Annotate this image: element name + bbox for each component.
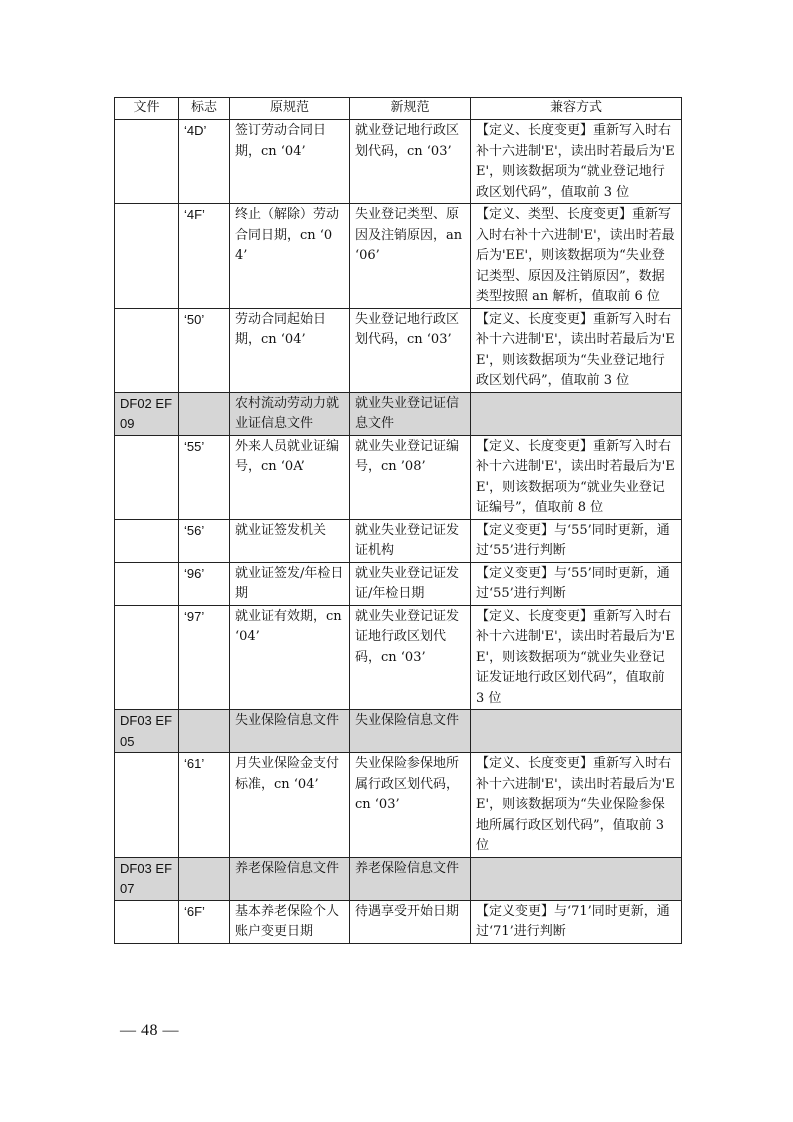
table-row [115,900,682,943]
cell-new-spec: 失业登记类型、原因及注销原因，an ‘06’ [350,204,471,309]
cell-flag: ‘50’ [179,308,230,392]
cell-flag: ‘55’ [179,435,230,519]
cell-new-spec: 失业登记地行政区划代码，cn ‘03’ [350,308,471,392]
cell-new-spec: 就业失业登记证编号，cn ’08’ [350,435,471,519]
table-group-row [115,392,682,435]
header-compat: 兼容方式 [471,98,682,120]
cell-file: DF02 EF09 [115,392,179,435]
header-old-spec: 原规范 [230,98,350,120]
cell-compat [471,710,682,753]
cell-compat: 【定义、长度变更】重新写入时右补十六进制'E'，读出时若最后为'EE'，则该数据项为“失业保险参保地所属行政区划代码”，值取前 3 位 [471,753,682,858]
cell-old-spec: 签订劳动合同日期，cn ‘04’ [230,120,350,204]
table-group-row [115,857,682,900]
table-row [115,605,682,710]
cell-flag: ‘96’ [179,562,230,605]
cell-old-spec: 农村流动劳动力就业证信息文件 [230,392,350,435]
cell-compat [471,392,682,435]
cell-old-spec: 失业保险信息文件 [230,710,350,753]
cell-file [115,900,179,943]
cell-flag [179,392,230,435]
cell-flag [179,710,230,753]
cell-flag: ‘4F’ [179,204,230,309]
cell-new-spec: 失业保险参保地所属行政区划代码，cn ‘03’ [350,753,471,858]
cell-compat: 【定义、长度变更】重新写入时右补十六进制'E'，读出时若最后为'EE'，则该数据项为“就业失业登记证编号”，值取前 8 位 [471,435,682,519]
cell-file [115,753,179,858]
cell-compat: 【定义、长度变更】重新写入时右补十六进制'E'，读出时若最后为'EE'，则该数据项为“就业登记地行政区划代码”，值取前 3 位 [471,120,682,204]
cell-compat: 【定义变更】与‘55’同时更新，通过‘55’进行判断 [471,519,682,562]
cell-file [115,120,179,204]
cell-file [115,562,179,605]
table-row [115,753,682,858]
cell-flag: ‘6F’ [179,900,230,943]
table-row [115,120,682,204]
cell-old-spec: 就业证有效期，cn ‘04’ [230,605,350,710]
spec-table [114,97,682,944]
cell-old-spec: 劳动合同起始日期，cn ‘04’ [230,308,350,392]
cell-old-spec: 就业证签发机关 [230,519,350,562]
cell-flag: ‘61’ [179,753,230,858]
table-row [115,204,682,309]
table-row [115,519,682,562]
cell-compat: 【定义、类型、长度变更】重新写入时右补十六进制'E'，读出时若最后为'EE'，则该数据项为“失业登记类型、原因及注销原因”，数据类型按照 an 解析，值取前 6 位 [471,204,682,309]
cell-new-spec: 就业登记地行政区划代码，cn ‘03’ [350,120,471,204]
cell-new-spec: 失业保险信息文件 [350,710,471,753]
cell-flag: ‘4D’ [179,120,230,204]
cell-compat: 【定义变更】与‘71’同时更新，通过‘71’进行判断 [471,900,682,943]
cell-old-spec: 基本养老保险个人账户变更日期 [230,900,350,943]
table-row [115,562,682,605]
cell-old-spec: 月失业保险金支付标准，cn ‘04’ [230,753,350,858]
header-file: 文件 [115,98,179,120]
cell-new-spec: 养老保险信息文件 [350,857,471,900]
cell-flag [179,857,230,900]
cell-old-spec: 外来人员就业证编号，cn ‘0A’ [230,435,350,519]
header-new-spec: 新规范 [350,98,471,120]
header-flag: 标志 [179,98,230,120]
page-number: — 48 — [120,1022,179,1039]
cell-old-spec: 养老保险信息文件 [230,857,350,900]
table-header-row [115,98,682,120]
cell-flag: ‘97’ [179,605,230,710]
cell-compat: 【定义、长度变更】重新写入时右补十六进制'E'，读出时若最后为'EE'，则该数据项为“就业失业登记证发证地行政区划代码”，值取前 3 位 [471,605,682,710]
cell-new-spec: 就业失业登记证发证机构 [350,519,471,562]
cell-new-spec: 就业失业登记证发证地行政区划代码，cn ‘03’ [350,605,471,710]
cell-new-spec: 待遇享受开始日期 [350,900,471,943]
cell-file [115,519,179,562]
table-row [115,435,682,519]
cell-old-spec: 就业证签发/年检日期 [230,562,350,605]
table-group-row [115,710,682,753]
cell-file: DF03 EF07 [115,857,179,900]
cell-old-spec: 终止（解除）劳动合同日期，cn ‘04’ [230,204,350,309]
cell-file [115,605,179,710]
cell-file: DF03 EF05 [115,710,179,753]
cell-compat: 【定义变更】与‘55’同时更新，通过‘55’进行判断 [471,562,682,605]
table-row [115,308,682,392]
cell-file [115,435,179,519]
cell-compat [471,857,682,900]
cell-new-spec: 就业失业登记证信息文件 [350,392,471,435]
cell-file [115,204,179,309]
cell-flag: ‘56’ [179,519,230,562]
cell-compat: 【定义、长度变更】重新写入时右补十六进制'E'，读出时若最后为'EE'，则该数据项为“失业登记地行政区划代码”，值取前 3 位 [471,308,682,392]
cell-new-spec: 就业失业登记证发证/年检日期 [350,562,471,605]
cell-file [115,308,179,392]
